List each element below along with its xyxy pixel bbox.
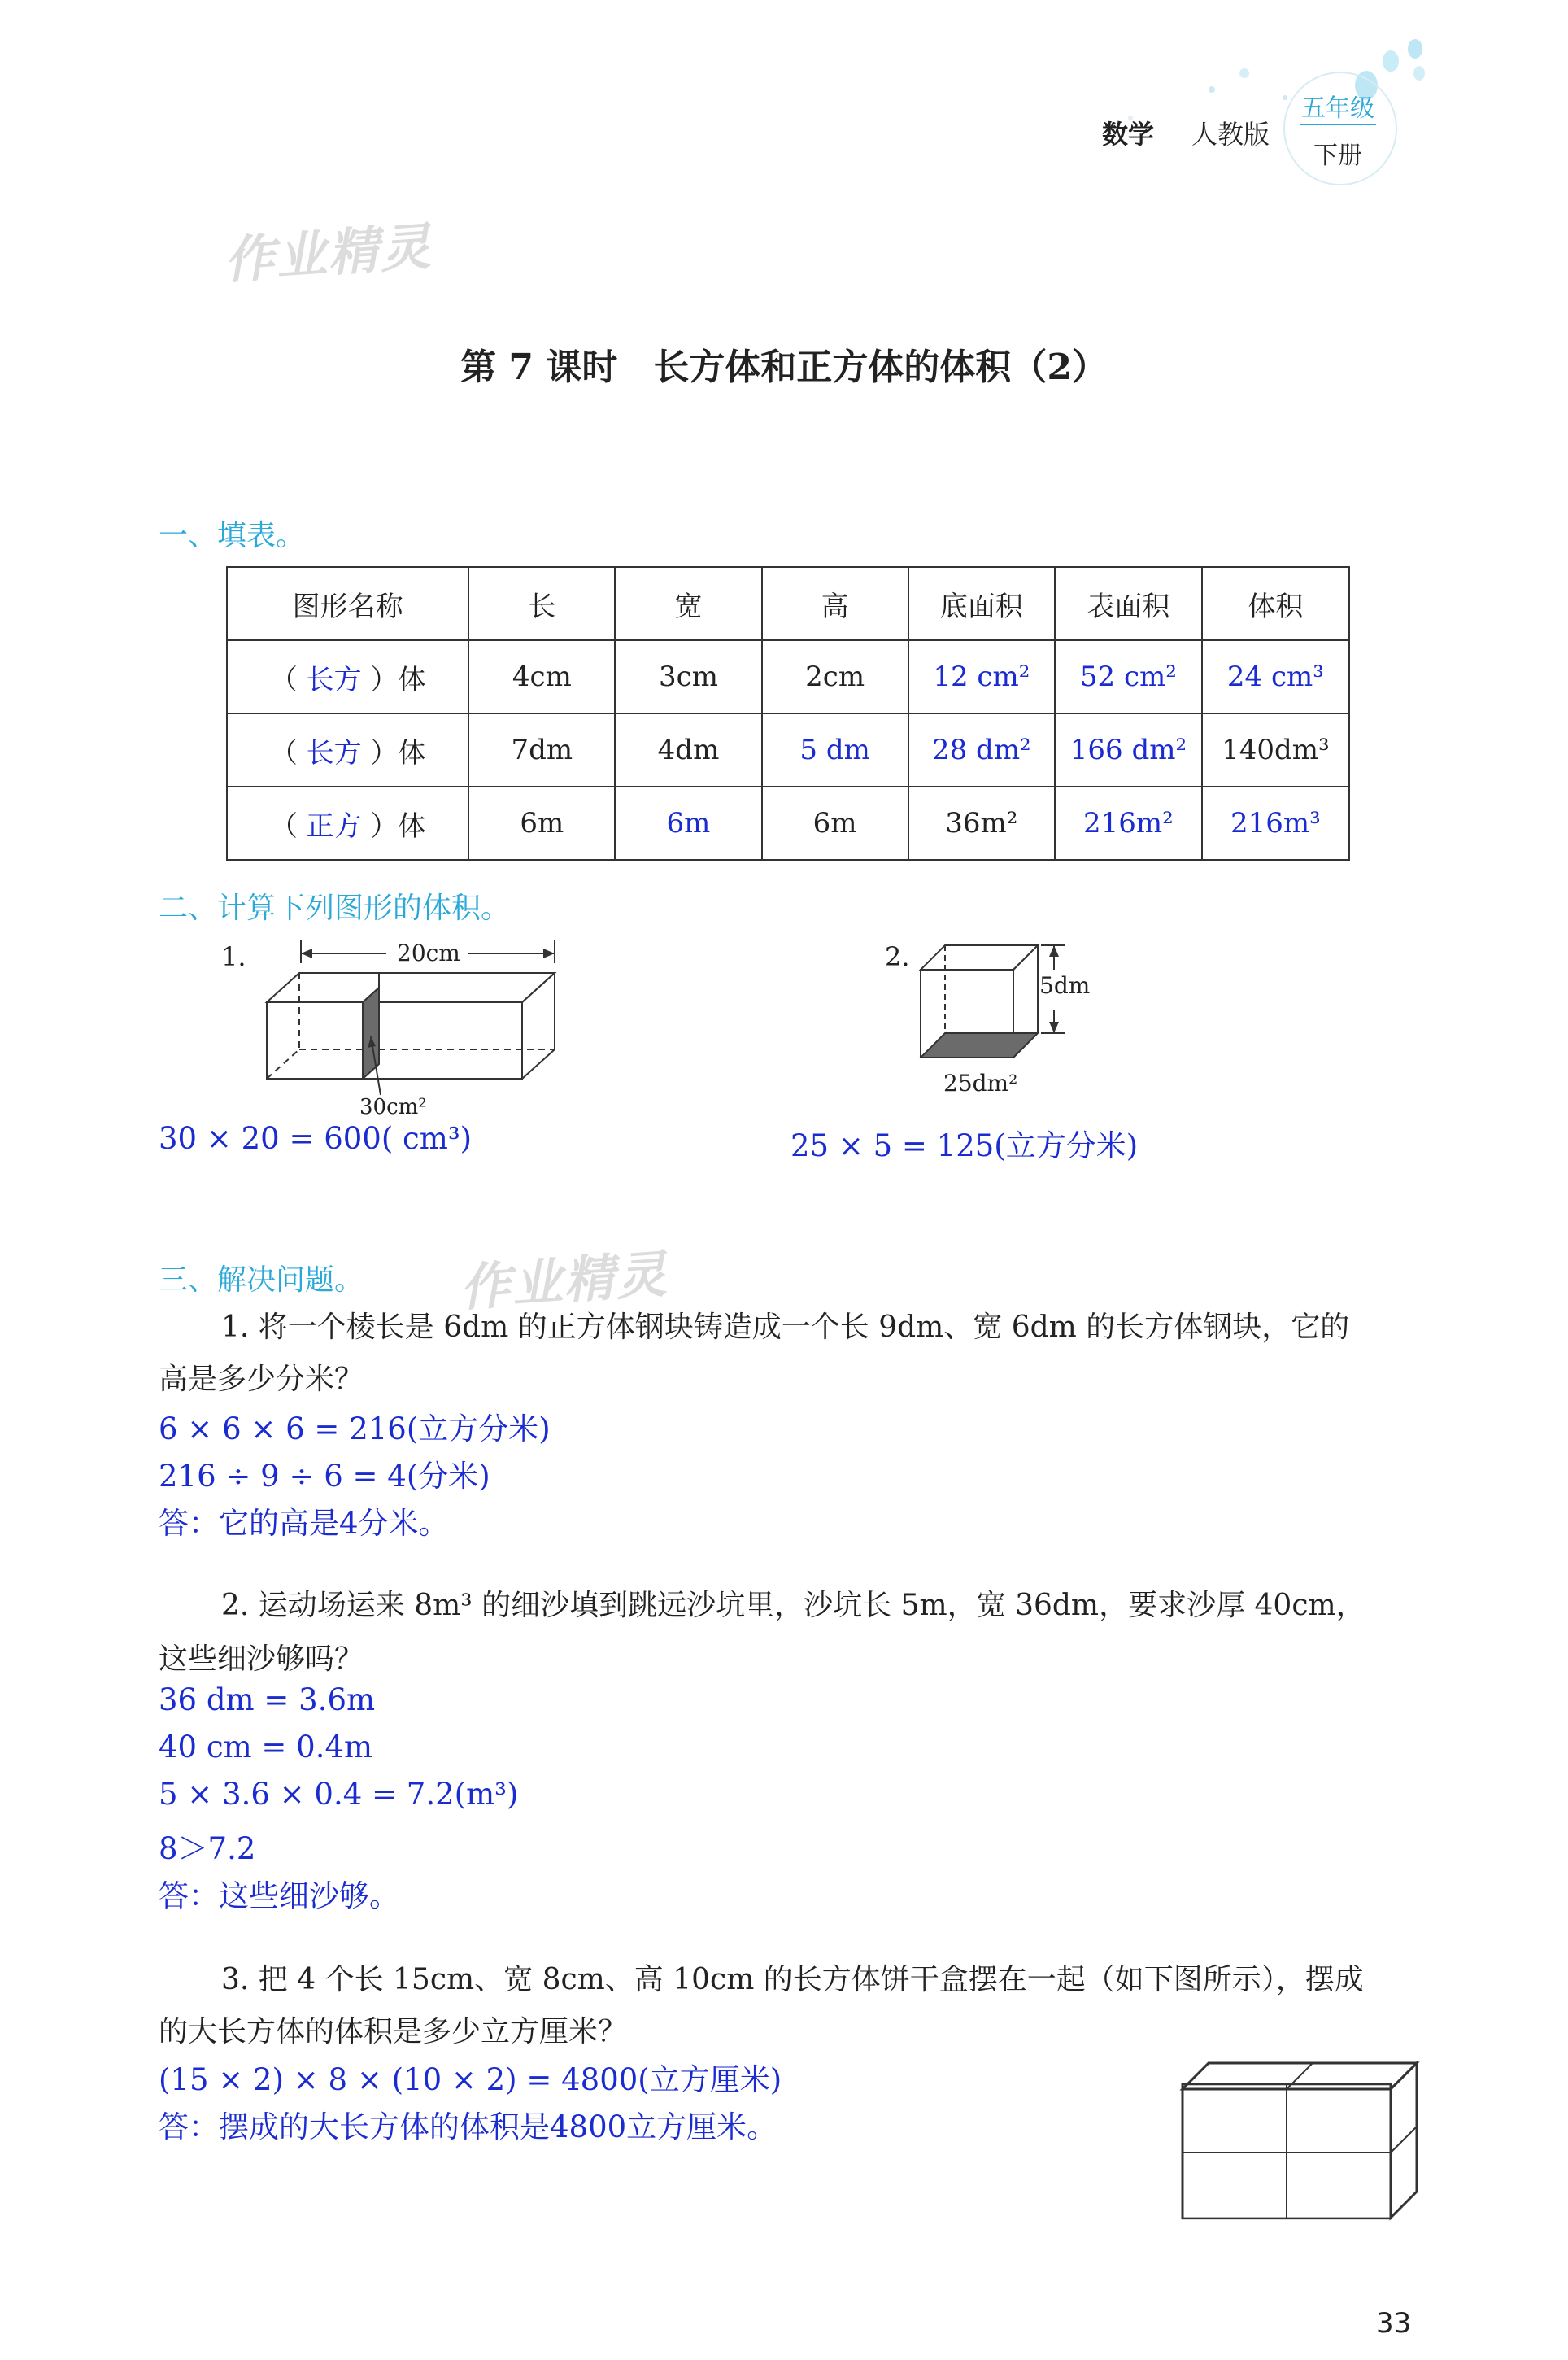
q2-answer-line: 8＞7.2 — [159, 1831, 256, 1866]
fig2-area-label: 25dm² — [943, 1070, 1018, 1097]
fig2-height-label: 5dm — [1039, 972, 1091, 999]
watermark-logo: 作业精灵 — [222, 216, 434, 290]
fig1-number: 1. — [221, 941, 246, 972]
table-cell: 7dm — [468, 713, 615, 787]
table-cell-answer: 12 cm² — [908, 640, 1055, 713]
fig1-area-label: 30cm² — [359, 1095, 427, 1119]
shape-name-cell — [227, 787, 468, 860]
table-header: 表面积 — [1055, 567, 1202, 640]
table-cell-answer: 52 cm² — [1055, 640, 1202, 713]
q3-answer-line: 答：摆成的大长方体的体积是4800立方厘米。 — [159, 2109, 777, 2144]
q3-answer-line: (15 × 2) × 8 × (10 × 2) = 4800(立方厘米) — [159, 2062, 782, 2097]
table-cell-answer: 24 cm³ — [1202, 640, 1349, 713]
table-cell-answer: 216m² — [1055, 787, 1202, 860]
table-cell-answer: 216m³ — [1202, 787, 1349, 860]
fig2-number: 2. — [885, 941, 910, 972]
table-cell-answer: 6m — [615, 787, 761, 860]
q3-text-line2: 的大长方体的体积是多少立方厘米？ — [159, 2015, 628, 2048]
table-header: 底面积 — [908, 567, 1055, 640]
table-cell-answer: 28 dm² — [908, 713, 1055, 787]
q2-answer-line: 36 dm = 3.6m — [159, 1682, 376, 1717]
watermark-logo: 作业精灵 — [458, 1244, 670, 1318]
answer-fill: 长方 — [306, 736, 362, 770]
table-cell: 36m² — [908, 787, 1055, 860]
table-header: 宽 — [615, 567, 761, 640]
paren: ）体 — [370, 809, 426, 843]
grade-divider — [1300, 124, 1376, 125]
q2-text-line1: 2. 运动场运来 8m³ 的细沙填到跳远沙坑里，沙坑长 5m，宽 36dm，要求沙厚 40cm， — [221, 1589, 1365, 1622]
shape-name-cell — [227, 640, 468, 713]
table-cell: 4dm — [615, 713, 761, 787]
table-cell: 4cm — [468, 640, 615, 713]
answer-fill: 正方 — [306, 809, 362, 843]
table-cell: 2cm — [762, 640, 908, 713]
shape-name-cell — [227, 713, 468, 787]
page-number: 33 — [1376, 2307, 1412, 2340]
q1-text-line2: 高是多少分米？ — [159, 1363, 364, 1396]
table-cell-answer: 5 dm — [762, 713, 908, 787]
section2-heading: 二、计算下列图形的体积。 — [159, 892, 511, 925]
paren: （ — [269, 663, 298, 696]
q2-answer-line: 40 cm = 0.4m — [159, 1730, 373, 1765]
fig1-answer: 30 × 20 = 600( cm³) — [159, 1121, 473, 1156]
paren: （ — [269, 736, 298, 770]
table-cell: 140dm³ — [1202, 713, 1349, 787]
section1-heading: 一、填表。 — [159, 519, 306, 552]
header-edition: 人教版 — [1191, 119, 1270, 150]
table-cell: 3cm — [615, 640, 761, 713]
header-grade: 五年级 — [1301, 94, 1374, 123]
q3-text-line1: 3. 把 4 个长 15cm、宽 8cm、高 10cm 的长方体饼干盒摆在一起（如下图所示），摆成 — [221, 1963, 1364, 1996]
fill-table — [226, 566, 1350, 861]
q2-answer-line: 5 × 3.6 × 0.4 = 7.2(m³) — [159, 1777, 519, 1812]
q2-answer-line: 答：这些细沙够。 — [159, 1878, 399, 1913]
q1-answer-line: 答：它的高是4分米。 — [159, 1506, 449, 1541]
answer-fill: 长方 — [306, 663, 362, 696]
paren: ）体 — [370, 663, 426, 696]
table-header: 图形名称 — [227, 567, 468, 640]
fig2-cube-diagram — [919, 936, 1098, 1090]
fig2-answer: 25 × 5 = 125(立方分米) — [791, 1128, 1139, 1163]
table-header-row — [227, 567, 1349, 640]
paren: ）体 — [370, 736, 426, 770]
table-row — [227, 713, 1349, 787]
table-cell-answer: 166 dm² — [1055, 713, 1202, 787]
q2-text-line2: 这些细沙够吗？ — [159, 1642, 364, 1676]
header-volume: 下册 — [1313, 142, 1362, 170]
lesson-title: 第 7 课时 长方体和正方体的体积（2） — [460, 347, 1108, 388]
table-cell: 6m — [468, 787, 615, 860]
table-row — [227, 787, 1349, 860]
section3-heading: 三、解决问题。 — [159, 1263, 364, 1297]
table-cell: 6m — [762, 787, 908, 860]
paren: （ — [269, 809, 298, 843]
table-header: 体积 — [1202, 567, 1349, 640]
fig1-length-label: 20cm — [397, 940, 460, 966]
table-header: 长 — [468, 567, 615, 640]
q3-boxes-diagram — [1179, 2057, 1423, 2227]
q1-answer-line: 6 × 6 × 6 = 216(立方分米) — [159, 1411, 551, 1446]
table-row — [227, 640, 1349, 713]
table-header: 高 — [762, 567, 908, 640]
q1-text-line1: 1. 将一个棱长是 6dm 的正方体钢块铸造成一个长 9dm、宽 6dm 的长方体钢块，它的 — [221, 1311, 1350, 1344]
header-subject: 数学 — [1102, 119, 1155, 150]
q1-answer-line: 216 ÷ 9 ÷ 6 = 4(分米) — [159, 1459, 490, 1494]
